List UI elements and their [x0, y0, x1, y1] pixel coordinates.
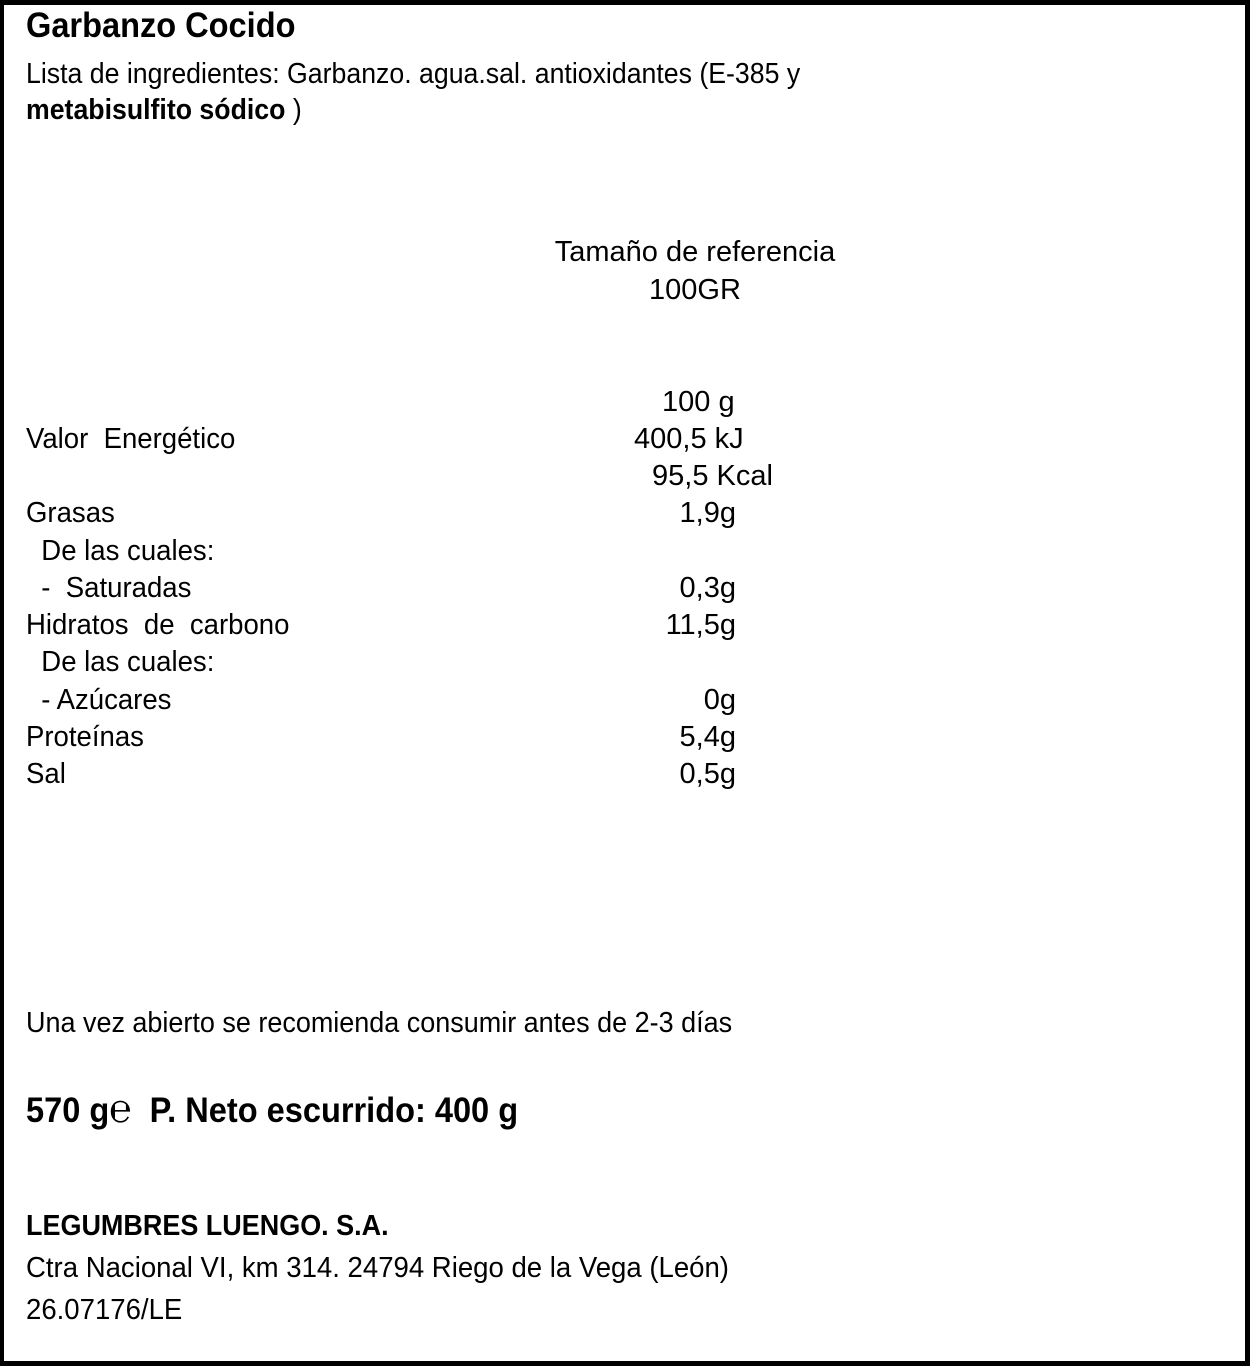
ingredients-list-continued [26, 93, 302, 127]
energy-label: Valor Energético [26, 423, 236, 455]
nutrient-label: Hidratos de carbono [26, 609, 290, 641]
nutrient-value: 0,3g [679, 572, 736, 604]
registry-code: 26.07176/LE [26, 1294, 183, 1326]
gross-weight: 570 g [26, 1091, 110, 1130]
nutrient-label: - Azúcares [26, 684, 172, 716]
nutrient-label: Proteínas [26, 721, 144, 753]
energy-kj: 400,5 kJ [634, 423, 744, 455]
nutrient-value: 1,9g [679, 497, 736, 529]
estimated-sign-icon: ℮ [109, 1086, 132, 1132]
storage-note: Una vez abierto se recomienda consumir antes de 2-3 días [26, 1007, 733, 1039]
drained-weight: P. Neto escurrido: 400 g [149, 1091, 519, 1130]
allergen-highlight: metabisulfito sódico [26, 94, 286, 126]
nutrient-sublabel: De las cuales: [26, 535, 215, 567]
nutrient-label: - Saturadas [26, 572, 192, 604]
nutrient-label: Sal [26, 758, 66, 790]
energy-kcal: 95,5 Kcal [652, 460, 773, 492]
nutrient-value: 0g [703, 684, 736, 716]
reference-size-label: Tamaño de referencia [554, 236, 836, 268]
ingredients-list: Lista de ingredientes: Garbanzo. agua.sal. antioxidantes (E-385 y [26, 58, 801, 90]
nutrient-label: Grasas [26, 497, 115, 529]
product-title: Garbanzo Cocido [26, 6, 296, 45]
reference-size-value: 100GR [649, 274, 741, 306]
net-weight [26, 1086, 519, 1132]
nutrient-value: 5,4g [679, 721, 736, 753]
ingredients-close: ) [285, 94, 302, 126]
nutrient-value: 11,5g [665, 609, 736, 641]
company-address: Ctra Nacional VI, km 314. 24794 Riego de la Vega (León) [26, 1252, 729, 1284]
nutrient-sublabel: De las cuales: [26, 646, 215, 678]
nutrient-value: 0,5g [679, 758, 736, 790]
company-name: LEGUMBRES LUENGO. S.A. [26, 1210, 389, 1242]
nutrition-column-header: 100 g [662, 386, 735, 418]
